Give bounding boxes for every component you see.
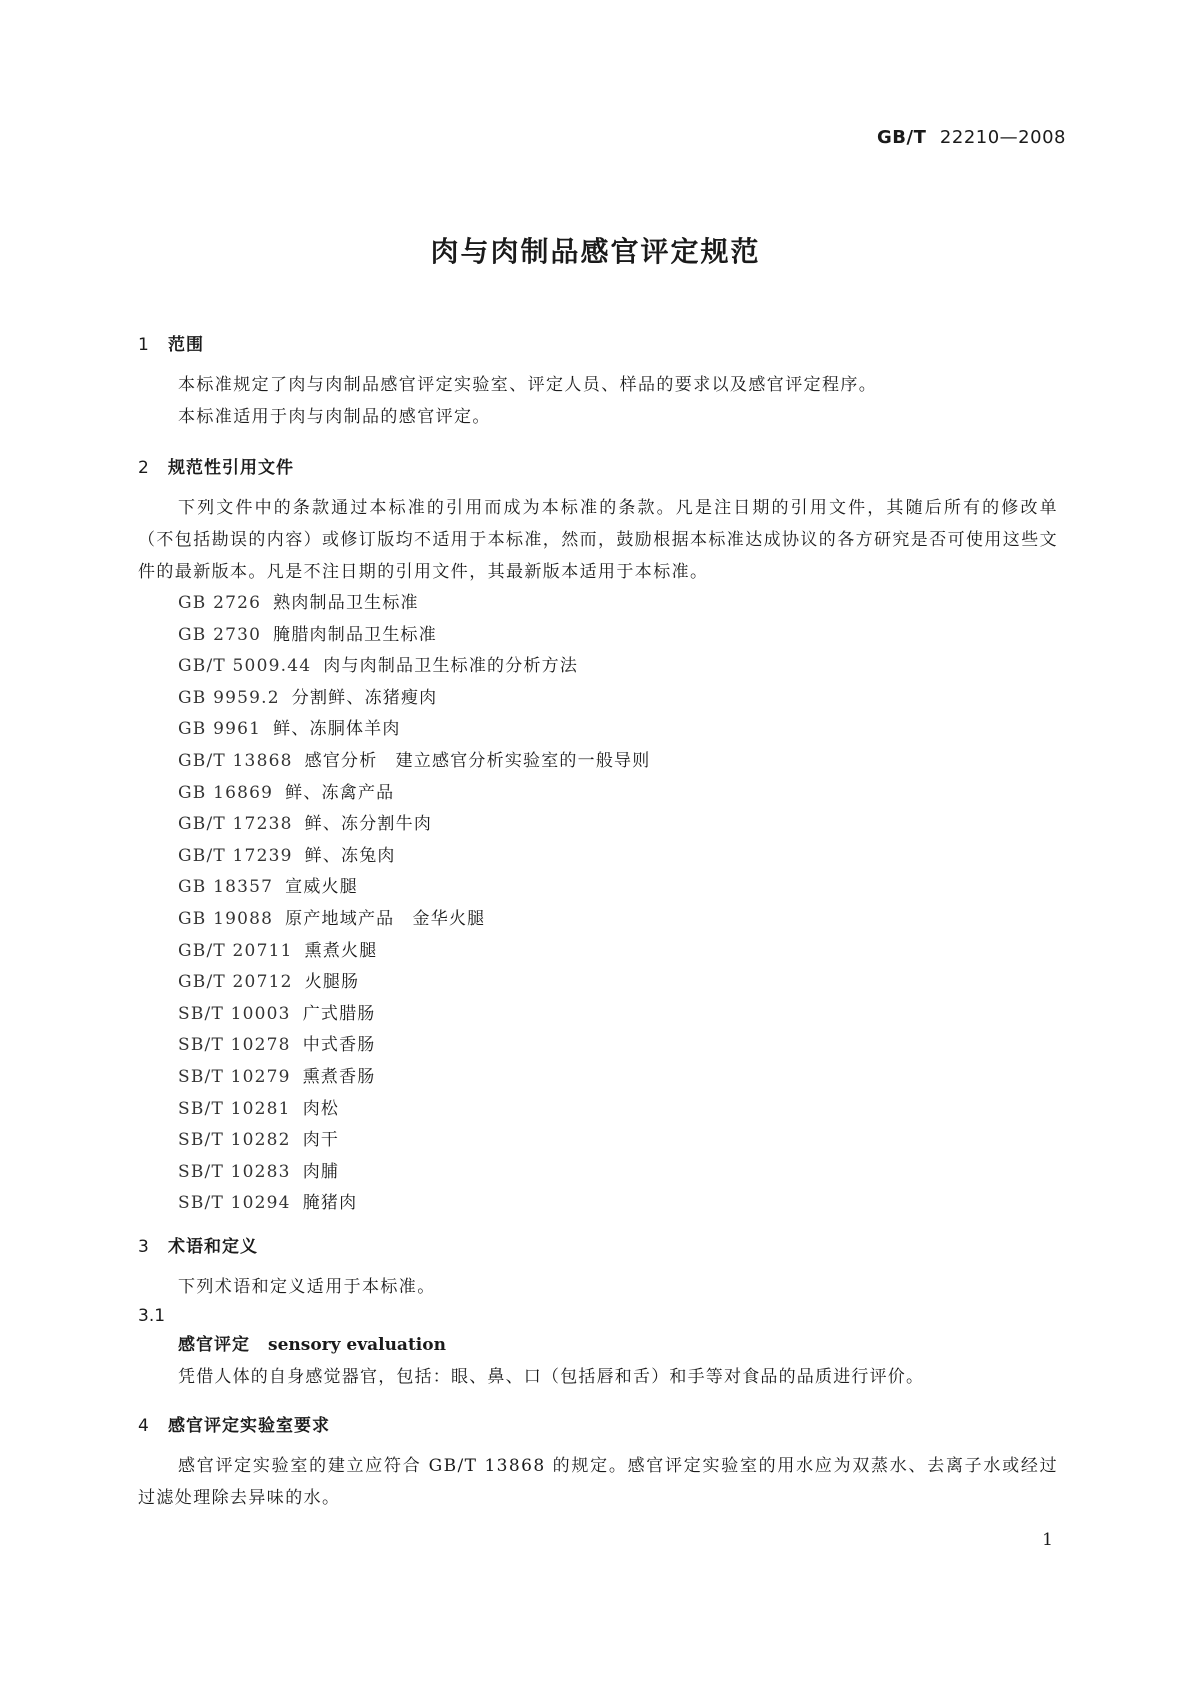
reference-title: 鲜、冻禽产品 bbox=[285, 782, 395, 803]
reference-item bbox=[138, 1062, 1058, 1094]
reference-title: 鲜、冻分割牛肉 bbox=[304, 814, 433, 835]
reference-item bbox=[138, 746, 1058, 778]
page-number: 1 bbox=[1042, 1530, 1053, 1550]
reference-title: 熟肉制品卫生标准 bbox=[273, 593, 419, 613]
reference-item bbox=[138, 588, 1058, 620]
document-title: 肉与肉制品感官评定规范 bbox=[430, 235, 761, 268]
standard-number bbox=[877, 127, 1066, 148]
reference-code: SB/T 10281 bbox=[178, 1098, 291, 1119]
reference-code: GB 18357 bbox=[178, 877, 274, 898]
section-number: 4 bbox=[138, 1415, 150, 1436]
reference-code: SB/T 10278 bbox=[178, 1035, 291, 1056]
reference-code: GB/T 20712 bbox=[178, 972, 293, 993]
reference-item bbox=[138, 936, 1058, 968]
reference-item bbox=[138, 651, 1058, 683]
reference-code: GB 9959.2 bbox=[178, 687, 280, 708]
reference-title: 熏煮香肠 bbox=[302, 1066, 376, 1087]
reference-item bbox=[138, 809, 1058, 841]
reference-title: 广式腊肠 bbox=[302, 1003, 376, 1024]
section-title: 术语和定义 bbox=[168, 1236, 258, 1257]
reference-code: GB/T 5009.44 bbox=[178, 656, 312, 677]
reference-item bbox=[138, 999, 1058, 1031]
normative-references-list bbox=[138, 588, 1058, 1220]
term-definition: 凭借人体的自身感觉器官，包括：眼、鼻、口（包括唇和舌）和手等对食品的品质进行评价。 bbox=[178, 1366, 925, 1387]
term-chinese: 感官评定 bbox=[178, 1334, 250, 1355]
reference-code: GB 19088 bbox=[178, 908, 274, 929]
document-body bbox=[138, 330, 1058, 1514]
reference-item bbox=[138, 841, 1058, 873]
reference-item bbox=[138, 1030, 1058, 1062]
reference-title: 鲜、冻兔肉 bbox=[304, 845, 396, 866]
reference-code: GB 2730 bbox=[178, 624, 262, 645]
reference-item bbox=[138, 714, 1058, 746]
reference-code: GB/T 17238 bbox=[178, 814, 293, 835]
section-4-heading bbox=[138, 1411, 1058, 1436]
reference-item bbox=[138, 872, 1058, 904]
reference-title: 肉与肉制品卫生标准的分析方法 bbox=[323, 656, 579, 677]
section-title: 规范性引用文件 bbox=[168, 458, 294, 478]
reference-item bbox=[138, 967, 1058, 999]
reference-title: 腌猪肉 bbox=[302, 1193, 358, 1214]
reference-item bbox=[138, 778, 1058, 810]
reference-title: 熏煮火腿 bbox=[304, 940, 378, 961]
section-number: 3 bbox=[138, 1236, 150, 1257]
section-number: 2 bbox=[138, 458, 150, 478]
section-title: 范围 bbox=[168, 335, 204, 355]
clause-number: 3.1 bbox=[138, 1305, 166, 1326]
reference-code: SB/T 10283 bbox=[178, 1161, 291, 1182]
paragraph: 本标准规定了肉与肉制品感官评定实验室、评定人员、样品的要求以及感官评定程序。 bbox=[178, 375, 878, 395]
reference-item bbox=[138, 1094, 1058, 1126]
reference-item bbox=[138, 1125, 1058, 1157]
section-1-heading bbox=[138, 330, 1058, 355]
standard-year: 22210—2008 bbox=[939, 127, 1066, 148]
reference-title: 分割鲜、冻猪瘦肉 bbox=[291, 687, 438, 708]
reference-code: GB 2726 bbox=[178, 593, 262, 613]
paragraph: 本标准适用于肉与肉制品的感官评定。 bbox=[178, 407, 491, 427]
reference-title: 肉脯 bbox=[302, 1161, 340, 1182]
reference-item bbox=[138, 1188, 1058, 1220]
reference-title: 肉干 bbox=[302, 1130, 340, 1151]
reference-title: 感官分析 建立感官分析实验室的一般导则 bbox=[304, 750, 651, 771]
reference-code: SB/T 10294 bbox=[178, 1193, 291, 1214]
term-english: sensory evaluation bbox=[268, 1334, 446, 1355]
reference-code: GB/T 20711 bbox=[178, 940, 293, 961]
section-number: 1 bbox=[138, 335, 150, 355]
paragraph: 感官评定实验室的建立应符合 GB/T 13868 的规定。感官评定实验室的用水应为双蒸水、去离子水或经过过滤处理除去异味的水。 bbox=[138, 1455, 1058, 1508]
reference-code: GB 16869 bbox=[178, 782, 274, 803]
reference-code: GB 9961 bbox=[178, 719, 262, 740]
reference-title: 原产地域产品 金华火腿 bbox=[285, 908, 486, 929]
reference-title: 腌腊肉制品卫生标准 bbox=[273, 624, 437, 645]
section-3-heading bbox=[138, 1232, 1058, 1257]
reference-title: 宣威火腿 bbox=[285, 877, 358, 898]
paragraph: 下列术语和定义适用于本标准。 bbox=[178, 1276, 436, 1297]
reference-title: 肉松 bbox=[302, 1098, 340, 1119]
reference-item bbox=[138, 683, 1058, 715]
reference-item bbox=[138, 1157, 1058, 1189]
reference-code: SB/T 10279 bbox=[178, 1066, 291, 1087]
section-title: 感官评定实验室要求 bbox=[168, 1415, 330, 1436]
reference-code: SB/T 10003 bbox=[178, 1003, 291, 1024]
reference-item bbox=[138, 620, 1058, 652]
reference-title: 中式香肠 bbox=[302, 1035, 376, 1056]
reference-code: SB/T 10282 bbox=[178, 1130, 291, 1151]
reference-code: GB/T 13868 bbox=[178, 750, 293, 771]
reference-item bbox=[138, 904, 1058, 936]
term-heading bbox=[138, 1329, 1058, 1361]
reference-title: 火腿肠 bbox=[304, 972, 360, 993]
standard-code: GB/T bbox=[877, 127, 927, 148]
reference-title: 鲜、冻胴体羊肉 bbox=[273, 719, 401, 740]
reference-code: GB/T 17239 bbox=[178, 845, 293, 866]
section-2-heading bbox=[138, 453, 1058, 478]
paragraph: 下列文件中的条款通过本标准的引用而成为本标准的条款。凡是注日期的引用文件，其随后所有的修改单（不包括勘误的内容）或修订版均不适用于本标准，然而，鼓励根据本标准达成协议的各方研究是否可使用这些文件的最新版本。凡是不注日期的引用文件，其最新版本适用于本标准。 bbox=[138, 498, 1058, 582]
